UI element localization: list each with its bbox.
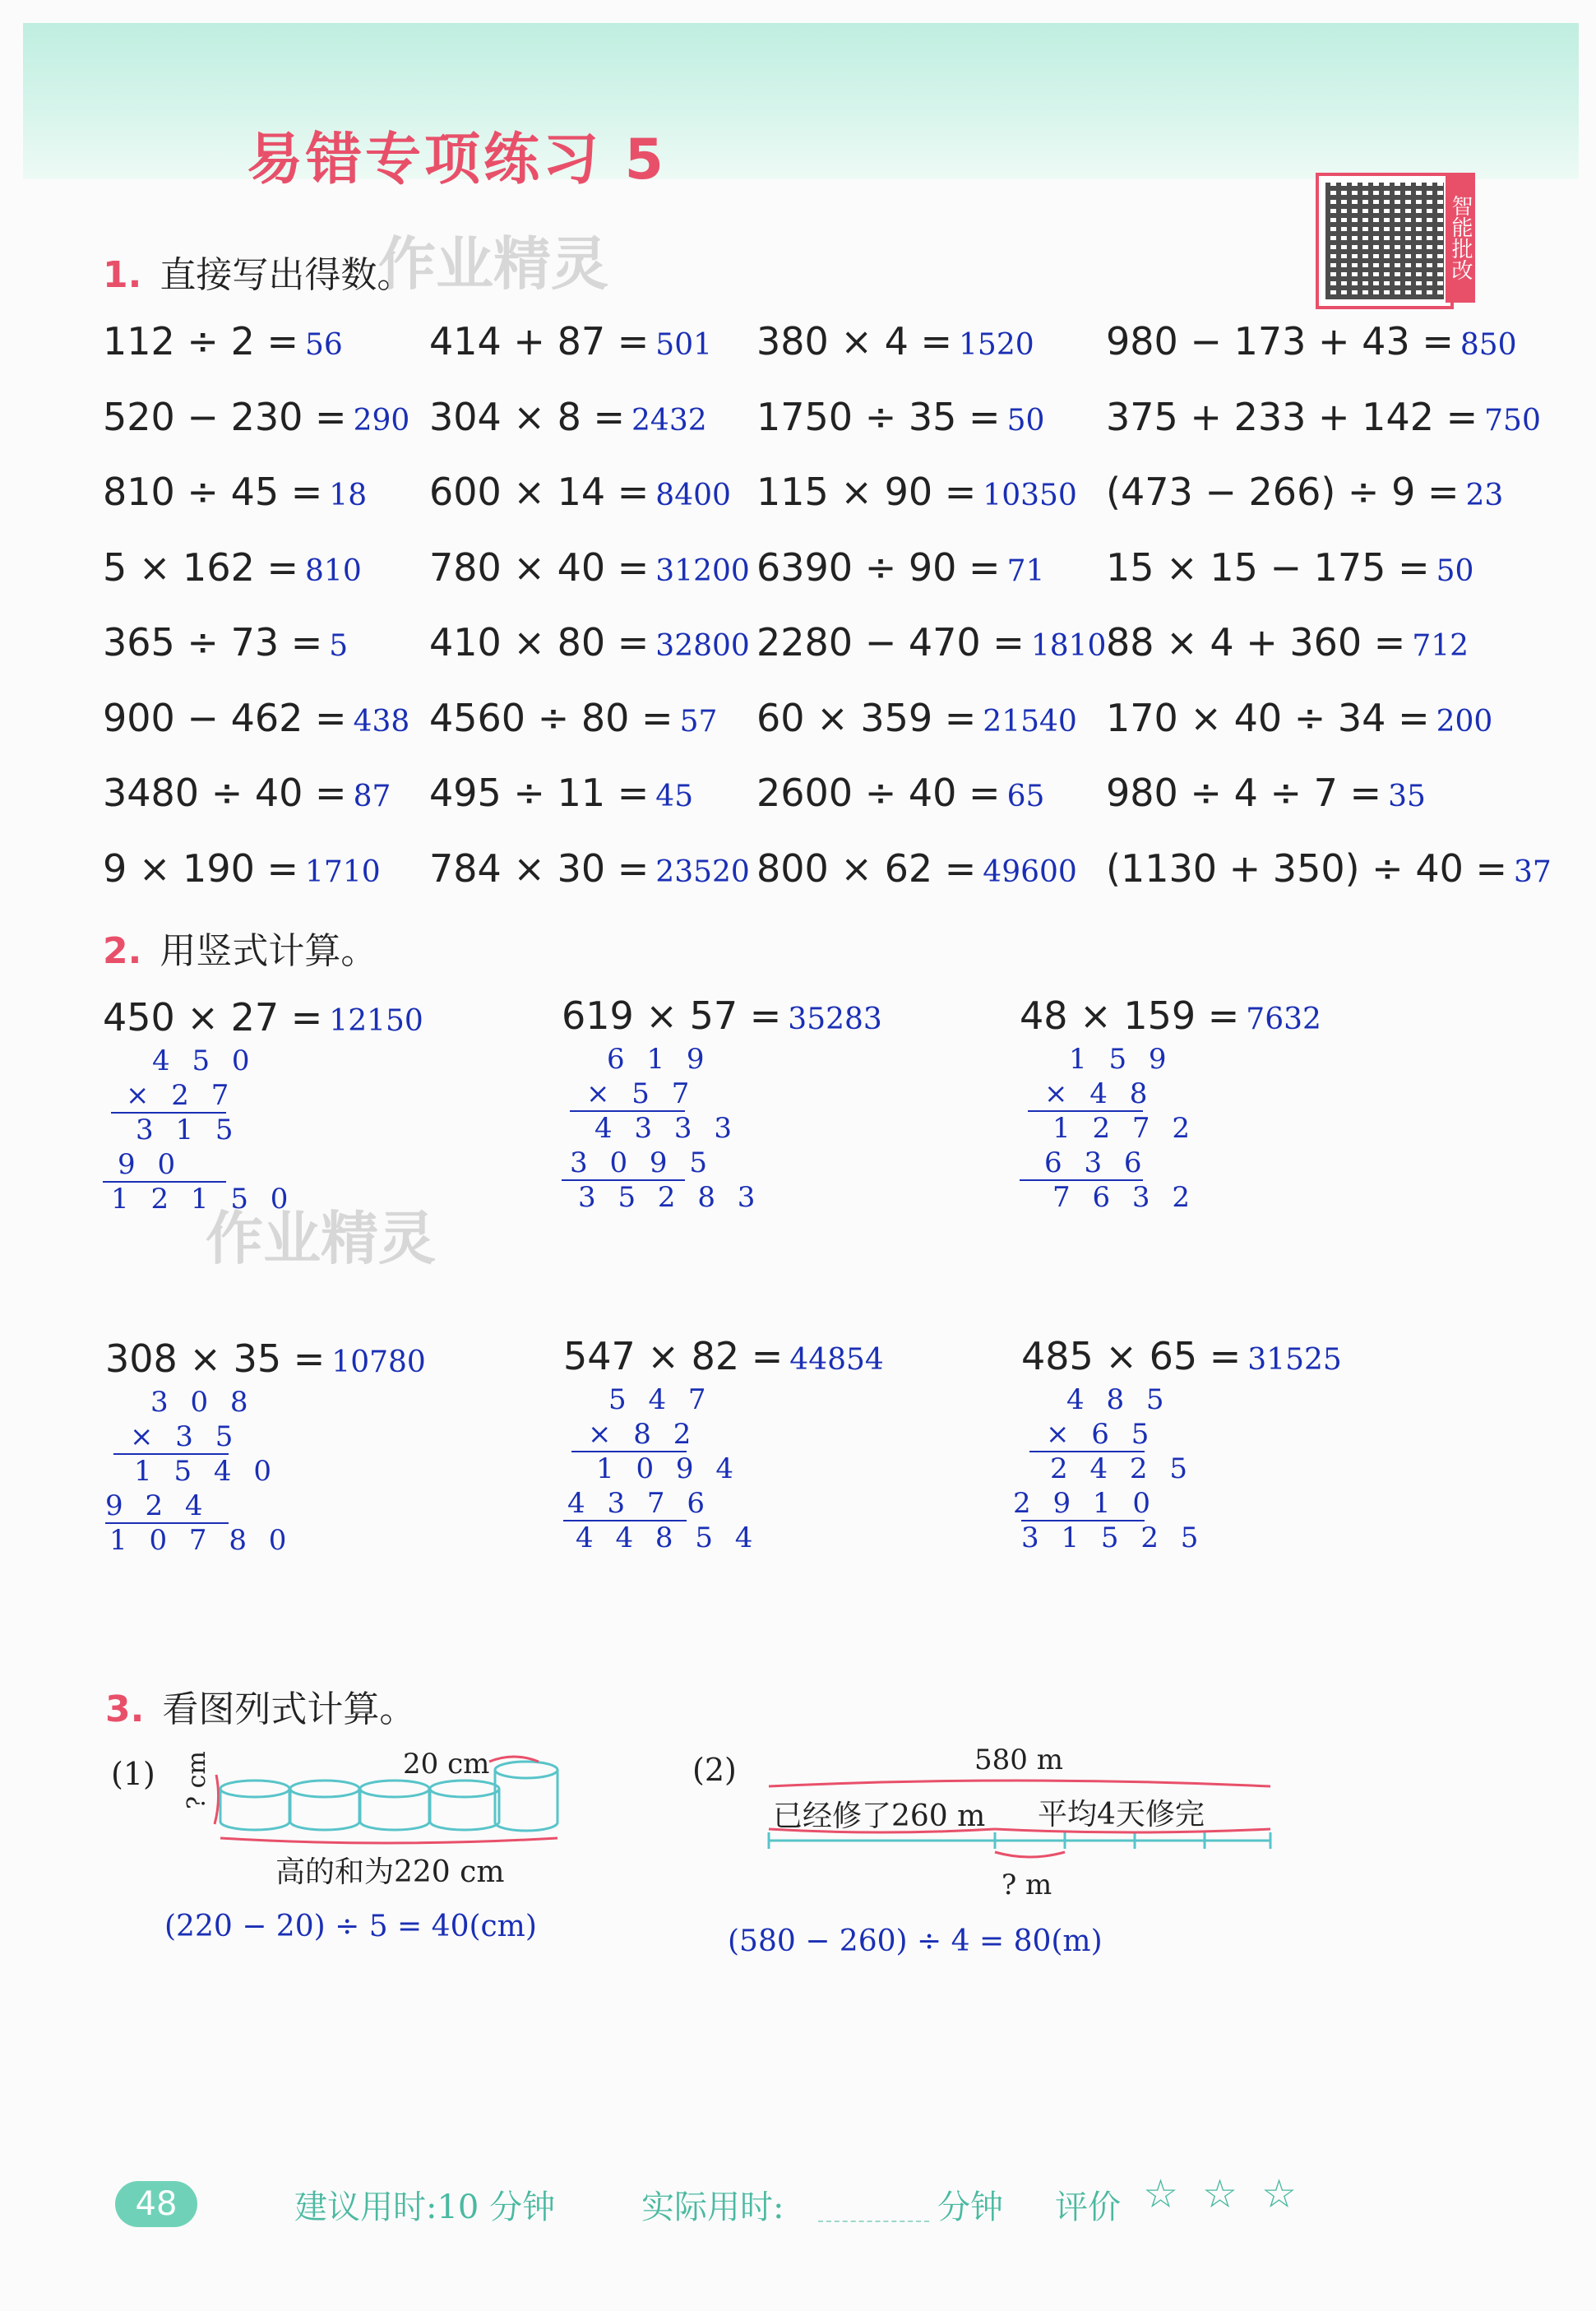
fig2-right-label: 平均4天修完 (1038, 1798, 1205, 1832)
fig1-label: (1) (111, 1756, 155, 1792)
section2-number: 2. (103, 930, 142, 972)
problem-answer[interactable]: 12150 (329, 1004, 423, 1038)
equation (429, 771, 693, 815)
equation-answer[interactable]: 23 (1465, 479, 1504, 512)
equation-answer[interactable]: 35 (1388, 780, 1426, 813)
calc-row: 3 0 9 5 (570, 1146, 714, 1179)
actual-time-blank[interactable] (818, 2221, 929, 2222)
equation (756, 319, 1034, 364)
vertical-calc-problem (563, 1334, 884, 1378)
calc-row: 5 4 7 (608, 1383, 713, 1416)
equation-answer[interactable]: 49600 (983, 854, 1077, 889)
fig1-formula: (220 − 20) ÷ 5 = 40(cm) (164, 1910, 537, 1943)
equation-expression: 4560 ÷ 80 = (429, 695, 673, 740)
equation-answer[interactable]: 50 (1006, 403, 1045, 438)
equation-expression: 784 × 30 = (429, 845, 650, 891)
equation-expression: 3480 ÷ 40 = (103, 771, 347, 815)
fig2-formula: (580 − 260) ÷ 4 = 80(m) (728, 1924, 1103, 1958)
equation-answer[interactable]: 850 (1460, 328, 1517, 362)
fig1-top-label: 20 cm (403, 1748, 490, 1781)
section3-heading (105, 1679, 415, 1732)
equation (756, 470, 1077, 514)
problem-expression: 450 × 27 = (103, 995, 323, 1040)
problem-answer[interactable]: 44854 (789, 1343, 884, 1377)
equation-expression: 980 − 173 + 43 = (1106, 319, 1454, 364)
calc-rule (113, 1453, 229, 1455)
calc-rule (1020, 1179, 1143, 1181)
equation-answer[interactable]: 501 (655, 328, 713, 362)
calc-rule (562, 1179, 685, 1181)
equation-expression: 115 × 90 = (756, 470, 977, 514)
equation-answer[interactable]: 57 (679, 704, 718, 739)
calc-row: 2 4 2 5 (1050, 1452, 1194, 1485)
calc-row: 1 0 9 4 (596, 1452, 740, 1485)
vertical-calc-problem (105, 1336, 426, 1381)
calc-row: 3 1 5 2 5 (1021, 1521, 1205, 1554)
equation-expression: 520 − 230 = (103, 394, 347, 439)
problem-answer[interactable]: 10780 (331, 1345, 426, 1379)
calc-rule (570, 1110, 685, 1112)
calc-rule (563, 1520, 687, 1521)
problem-expression: 485 × 65 = (1021, 1334, 1242, 1378)
equation (756, 771, 1044, 815)
equation-expression: 15 × 15 − 175 = (1106, 544, 1430, 590)
fig2-label: (2) (692, 1752, 737, 1788)
equation-answer[interactable]: 31200 (655, 553, 750, 588)
equation-expression: 380 × 4 = (756, 319, 953, 364)
watermark: 作业精灵 (206, 1205, 436, 1272)
equation (756, 696, 1077, 740)
equation (1106, 545, 1473, 590)
calc-row: 7 6 3 2 (1052, 1181, 1196, 1214)
equation-expression: 980 ÷ 4 ÷ 7 = (1106, 771, 1382, 815)
problem-expression: 547 × 82 = (563, 1334, 784, 1378)
equation-expression: 410 × 80 = (429, 620, 650, 665)
equation-answer[interactable]: 8400 (655, 479, 731, 512)
section2-heading (103, 921, 377, 974)
calc-row: × 6 5 (1046, 1418, 1156, 1451)
calc-row: 2 9 1 0 (1013, 1487, 1157, 1520)
equation (429, 395, 707, 439)
section1-title: 直接写出得数。 (160, 254, 414, 296)
calc-rule (111, 1112, 226, 1114)
calc-row: × 5 7 (586, 1077, 696, 1110)
equation-expression: 60 × 359 = (756, 695, 977, 740)
section3-title: 看图列式计算。 (162, 1688, 416, 1730)
calc-row: × 3 5 (130, 1420, 240, 1453)
equation-expression: 5 × 162 = (103, 544, 299, 590)
equation-expression: 88 × 4 + 360 = (1106, 620, 1406, 665)
calc-row: × 8 2 (588, 1418, 698, 1451)
equation-expression: 2280 − 470 = (756, 620, 1025, 665)
equation-expression: 304 × 8 = (429, 394, 626, 439)
fig2-bottom-label: ? m (1002, 1869, 1052, 1901)
problem-answer[interactable]: 31525 (1247, 1343, 1342, 1377)
equation-answer[interactable]: 18 (329, 479, 368, 512)
equation-expression: 112 ÷ 2 = (103, 319, 299, 364)
calc-rule (1029, 1451, 1145, 1452)
equation-expression: 600 × 14 = (429, 470, 650, 514)
calc-rule (1021, 1520, 1145, 1521)
equation-expression: 800 × 62 = (756, 845, 977, 891)
equation (429, 620, 750, 665)
equation-answer[interactable]: 1520 (959, 328, 1034, 362)
qr-label: 智能批改 (1446, 173, 1475, 303)
calc-row: 4 5 0 (152, 1044, 257, 1077)
equation-expression: 6390 ÷ 90 = (756, 544, 1001, 590)
equation (103, 545, 362, 590)
equation-answer[interactable]: 56 (305, 328, 343, 362)
calc-row: 1 5 4 0 (134, 1455, 278, 1488)
calc-row: 9 0 (118, 1148, 183, 1181)
equation-expression: 1750 ÷ 35 = (756, 394, 1001, 439)
calc-row: 4 8 5 (1066, 1383, 1171, 1416)
equation-expression: 780 × 40 = (429, 544, 650, 590)
equation-answer[interactable]: 32800 (655, 629, 750, 663)
rating-label: 评价 (1055, 2188, 1121, 2226)
equation-answer[interactable]: 810 (305, 553, 362, 588)
equation-answer[interactable]: 21540 (983, 704, 1077, 739)
calc-rule (1028, 1110, 1143, 1112)
vertical-calc-problem (562, 993, 882, 1038)
calc-rule (103, 1181, 226, 1183)
equation-expression: 810 ÷ 45 = (103, 470, 323, 514)
section1-heading (103, 245, 413, 298)
calc-row: × 2 7 (126, 1079, 236, 1112)
calc-row: 1 0 7 8 0 (109, 1524, 294, 1557)
equation-answer[interactable]: 1710 (305, 854, 381, 889)
calc-rule (105, 1522, 229, 1524)
rating-star-2[interactable]: ☆ (1202, 2171, 1238, 2217)
equation-expression: 375 + 233 + 142 = (1106, 394, 1478, 439)
calc-row: 4 4 8 5 4 (576, 1521, 760, 1554)
watermark: 作业精灵 (378, 230, 608, 298)
equation (103, 319, 343, 364)
equation-expression: 414 + 87 = (429, 319, 650, 364)
rating-star-3[interactable]: ☆ (1261, 2171, 1298, 2217)
fig1-bottom-label: 高的和为220 cm (275, 1855, 505, 1889)
equation (1106, 620, 1469, 665)
equation-answer[interactable]: 2432 (631, 403, 707, 438)
actual-time-unit: 分钟 (937, 2188, 1003, 2226)
equation-answer[interactable]: 65 (1006, 780, 1045, 813)
fig2-top-label: 580 m (974, 1744, 1063, 1776)
problem-answer[interactable]: 7632 (1246, 1003, 1321, 1036)
vertical-calc-problem (1020, 993, 1321, 1038)
equation-answer[interactable]: 200 (1436, 704, 1493, 739)
equation (756, 545, 1044, 590)
equation (1106, 395, 1541, 439)
equation (103, 846, 381, 891)
equation-answer[interactable]: 71 (1006, 553, 1045, 588)
equation (103, 696, 409, 740)
equation-expression: 2600 ÷ 40 = (756, 771, 1001, 815)
equation (429, 319, 712, 364)
equation-answer[interactable]: 750 (1484, 403, 1541, 438)
calc-row: 3 5 2 8 3 (578, 1181, 762, 1214)
equation (756, 620, 1106, 665)
fig2-left-label: 已经修了260 m (773, 1799, 986, 1833)
calc-row: × 4 8 (1044, 1077, 1154, 1110)
rating-star-1[interactable]: ☆ (1143, 2171, 1179, 2217)
equation (756, 395, 1044, 439)
equation-answer[interactable]: 50 (1436, 553, 1474, 588)
equation (1106, 319, 1517, 364)
equation (1106, 846, 1552, 891)
equation (1106, 696, 1492, 740)
calc-row: 4 3 3 3 (594, 1112, 738, 1145)
equation (1106, 771, 1426, 815)
calc-row: 9 2 4 (105, 1489, 210, 1522)
equation-expression: 495 ÷ 11 = (429, 771, 650, 815)
equation (756, 846, 1077, 891)
equation-answer[interactable]: 10350 (983, 479, 1077, 512)
problem-expression: 619 × 57 = (562, 993, 782, 1038)
calc-row: 3 0 8 (150, 1386, 255, 1419)
calc-row: 1 2 1 5 0 (111, 1183, 295, 1216)
calc-row: 1 2 7 2 (1052, 1112, 1196, 1145)
road-diagram (765, 1776, 1274, 1875)
equation (429, 545, 750, 590)
equation (429, 470, 731, 514)
section2-title: 用竖式计算。 (160, 930, 377, 972)
equation (103, 470, 367, 514)
equation (429, 696, 717, 740)
calc-rule (571, 1451, 687, 1452)
equation (429, 846, 750, 891)
suggested-time: 建议用时:10 分钟 (294, 2188, 556, 2226)
equation (103, 771, 391, 815)
equation-answer[interactable]: 1810 (1030, 629, 1107, 663)
section1-number: 1. (103, 254, 142, 296)
vertical-calc-problem (1021, 1334, 1342, 1378)
calc-row: 4 3 7 6 (567, 1487, 711, 1520)
calc-row: 1 5 9 (1069, 1043, 1173, 1076)
equation-answer[interactable]: 45 (655, 780, 694, 813)
equation-answer[interactable]: 5 (329, 629, 349, 663)
page-number: 48 (115, 2181, 197, 2227)
equation-expression: (473 − 266) ÷ 9 = (1106, 470, 1460, 514)
equation (103, 395, 409, 439)
equation-answer[interactable]: 87 (353, 780, 391, 813)
equation-expression: (1130 + 350) ÷ 40 = (1106, 845, 1508, 891)
equation-expression: 9 × 190 = (103, 845, 299, 891)
vertical-calc-problem (103, 995, 423, 1040)
fig1-side-label: ? cm (183, 1751, 211, 1809)
problem-expression: 48 × 159 = (1020, 993, 1240, 1038)
cylinder-diagram (210, 1752, 571, 1850)
equation-answer[interactable]: 37 (1514, 854, 1552, 889)
equation-answer[interactable]: 712 (1412, 629, 1469, 663)
equation-expression: 900 − 462 = (103, 695, 347, 740)
calc-row: 6 1 9 (607, 1043, 711, 1076)
calc-row: 6 3 6 (1044, 1146, 1149, 1179)
qr-code[interactable] (1316, 173, 1454, 309)
equation-answer[interactable]: 290 (353, 403, 410, 438)
equation-expression: 170 × 40 ÷ 34 = (1106, 695, 1430, 740)
section3-number: 3. (105, 1688, 145, 1730)
problem-answer[interactable]: 35283 (788, 1003, 882, 1036)
equation (1106, 470, 1503, 514)
equation (103, 620, 348, 665)
actual-time-label: 实际用时: (641, 2188, 784, 2226)
equation-expression: 365 ÷ 73 = (103, 620, 323, 665)
equation-answer[interactable]: 438 (353, 704, 410, 739)
calc-row: 3 1 5 (136, 1114, 240, 1146)
problem-expression: 308 × 35 = (105, 1336, 326, 1381)
page-title: 易错专项练习 5 (247, 127, 667, 192)
equation-answer[interactable]: 23520 (655, 854, 750, 889)
